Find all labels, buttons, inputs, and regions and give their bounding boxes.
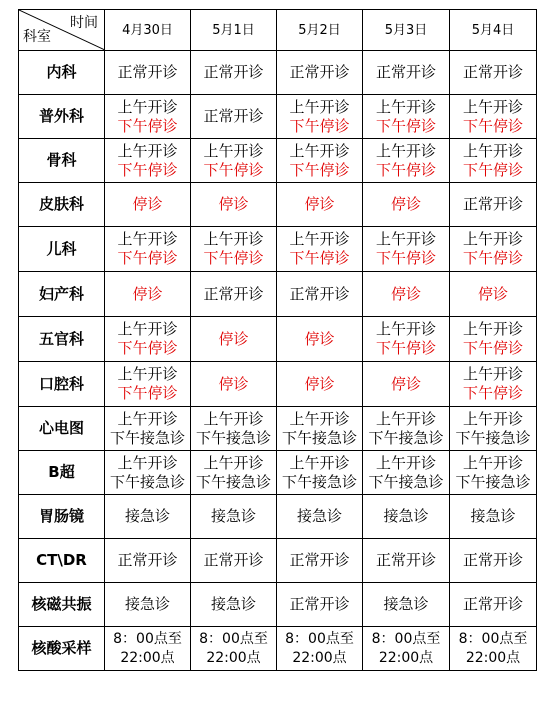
- schedule-status: 停诊: [218, 195, 249, 213]
- schedule-status: 上午开诊: [462, 97, 523, 116]
- schedule-status: 停诊: [390, 195, 421, 213]
- schedule-cell: [191, 362, 277, 407]
- schedule-status: 接急诊: [124, 595, 170, 613]
- schedule-row: [19, 583, 537, 627]
- header-row: [19, 10, 537, 51]
- schedule-cell: [191, 272, 277, 317]
- schedule-status: 停诊: [218, 329, 249, 348]
- schedule-cell: [191, 539, 277, 583]
- schedule-status: 停诊: [132, 195, 163, 213]
- schedule-cell: [277, 583, 363, 627]
- schedule-status: 8：00点至: [371, 630, 441, 647]
- schedule-status: 上午开诊: [462, 365, 523, 383]
- schedule-row: [19, 627, 537, 671]
- schedule-status: 下午停诊: [375, 160, 436, 179]
- schedule-cell: [191, 95, 277, 139]
- schedule-status: 下午停诊: [375, 249, 436, 267]
- schedule-cell: [450, 627, 537, 671]
- schedule-cell: [105, 51, 191, 95]
- schedule-status: 上午开诊: [203, 141, 264, 160]
- department-name: 口腔科: [19, 362, 105, 407]
- schedule-status: 下午停诊: [289, 249, 350, 267]
- schedule-row: [19, 451, 537, 495]
- schedule-status: 正常开诊: [203, 63, 264, 81]
- schedule-status: 下午停诊: [117, 116, 178, 135]
- schedule-status: 正常开诊: [289, 63, 350, 81]
- schedule-row: [19, 362, 537, 407]
- schedule-status: 下午停诊: [375, 339, 436, 357]
- schedule-status: 正常开诊: [117, 551, 178, 569]
- schedule-status: 下午停诊: [117, 339, 178, 357]
- schedule-status: 下午停诊: [462, 160, 523, 179]
- schedule-cell: [191, 495, 277, 539]
- schedule-status: 下午停诊: [203, 249, 264, 267]
- schedule-status: 停诊: [132, 284, 163, 303]
- schedule-status: 上午开诊: [203, 453, 264, 472]
- corner-label-department: 科室: [23, 29, 51, 45]
- schedule-cell: [450, 139, 537, 183]
- schedule-row: [19, 227, 537, 272]
- schedule-cell: [105, 272, 191, 317]
- schedule-status: 22:00点: [378, 649, 434, 666]
- date-header: 5月1日: [191, 10, 277, 51]
- schedule-status: 停诊: [477, 284, 508, 303]
- schedule-status: 上午开诊: [375, 453, 436, 472]
- schedule-status: 接急诊: [296, 507, 342, 525]
- schedule-cell: [450, 51, 537, 95]
- schedule-status: 停诊: [304, 195, 335, 213]
- schedule-status: 上午开诊: [375, 230, 436, 248]
- department-name: 骨科: [19, 139, 105, 183]
- schedule-cell: [277, 627, 363, 671]
- schedule-status: 下午接急诊: [195, 472, 271, 491]
- schedule-cell: [105, 495, 191, 539]
- department-name: 普外科: [19, 95, 105, 139]
- schedule-cell: [363, 362, 450, 407]
- date-header: 5月3日: [363, 10, 450, 51]
- schedule-cell: [277, 51, 363, 95]
- schedule-status: 接急诊: [470, 507, 516, 525]
- schedule-cell: [277, 95, 363, 139]
- schedule-status: 接急诊: [210, 507, 256, 525]
- schedule-cell: [363, 227, 450, 272]
- schedule-status: 下午停诊: [462, 249, 523, 267]
- schedule-cell: [105, 139, 191, 183]
- date-header: 5月2日: [277, 10, 363, 51]
- schedule-status: 接急诊: [383, 595, 429, 613]
- schedule-status: 8：00点至: [113, 630, 182, 647]
- schedule-cell: [277, 451, 363, 495]
- schedule-row: [19, 95, 537, 139]
- schedule-row: [19, 317, 537, 362]
- schedule-status: 停诊: [304, 329, 335, 348]
- schedule-cell: [191, 183, 277, 227]
- schedule-cell: [363, 95, 450, 139]
- schedule-cell: [277, 227, 363, 272]
- schedule-status: 停诊: [390, 284, 421, 303]
- schedule-cell: [450, 495, 537, 539]
- schedule-row: [19, 272, 537, 317]
- schedule-status: 正常开诊: [117, 63, 178, 81]
- schedule-cell: [277, 362, 363, 407]
- schedule-status: 下午接急诊: [109, 428, 185, 447]
- schedule-status: 下午接急诊: [281, 472, 357, 491]
- schedule-status: 8：00点至: [458, 630, 528, 647]
- department-name: 胃肠镜: [19, 495, 105, 539]
- schedule-status: 上午开诊: [203, 409, 264, 428]
- schedule-status: 接急诊: [383, 507, 429, 525]
- schedule-status: 上午开诊: [203, 230, 264, 248]
- date-header: 5月4日: [450, 10, 537, 51]
- schedule-cell: [363, 272, 450, 317]
- schedule-status: 正常开诊: [203, 107, 264, 125]
- schedule-cell: [105, 317, 191, 362]
- date-header: 4月30日: [105, 10, 191, 51]
- schedule-status: 接急诊: [210, 595, 256, 613]
- schedule-row: [19, 139, 537, 183]
- schedule-status: 正常开诊: [462, 551, 523, 569]
- schedule-status: 下午停诊: [375, 116, 436, 135]
- schedule-status: 下午接急诊: [281, 428, 357, 447]
- schedule-status: 上午开诊: [375, 320, 436, 338]
- schedule-cell: [277, 272, 363, 317]
- schedule-cell: [105, 183, 191, 227]
- schedule-status: 正常开诊: [289, 551, 350, 569]
- schedule-status: 正常开诊: [289, 284, 350, 303]
- schedule-row: [19, 407, 537, 451]
- schedule-status: 22:00点: [465, 649, 521, 666]
- schedule-status: 上午开诊: [462, 230, 523, 248]
- schedule-cell: [363, 139, 450, 183]
- schedule-status: 下午停诊: [117, 160, 178, 179]
- schedule-status: 下午接急诊: [195, 428, 271, 447]
- schedule-status: 上午开诊: [462, 141, 523, 160]
- schedule-status: 上午开诊: [289, 409, 350, 428]
- department-name: 皮肤科: [19, 183, 105, 227]
- schedule-row: [19, 495, 537, 539]
- schedule-cell: [105, 627, 191, 671]
- schedule-status: 正常开诊: [462, 595, 523, 613]
- schedule-status: 8：00点至: [285, 630, 354, 647]
- schedule-status: 下午停诊: [289, 160, 350, 179]
- schedule-cell: [450, 362, 537, 407]
- department-name: 内科: [19, 51, 105, 95]
- schedule-cell: [450, 451, 537, 495]
- schedule-cell: [363, 495, 450, 539]
- schedule-cell: [191, 627, 277, 671]
- schedule-status: 上午开诊: [117, 365, 178, 383]
- schedule-status: 上午开诊: [289, 97, 350, 116]
- schedule-status: 上午开诊: [462, 320, 523, 338]
- schedule-status: 下午接急诊: [109, 472, 185, 491]
- schedule-cell: [363, 539, 450, 583]
- schedule-status: 停诊: [304, 374, 335, 393]
- schedule-status: 下午接急诊: [455, 428, 531, 447]
- schedule-cell: [450, 95, 537, 139]
- schedule-status: 22:00点: [120, 649, 175, 666]
- schedule-status: 下午接急诊: [368, 428, 444, 447]
- schedule-cell: [105, 95, 191, 139]
- schedule-cell: [191, 407, 277, 451]
- schedule-status: 8：00点至: [199, 630, 268, 647]
- corner-label-time: 时间: [70, 15, 98, 31]
- schedule-status: 上午开诊: [289, 141, 350, 160]
- schedule-cell: [277, 317, 363, 362]
- schedule-status: 上午开诊: [117, 141, 178, 160]
- schedule-cell: [105, 227, 191, 272]
- schedule-cell: [277, 139, 363, 183]
- corner-cell: [19, 10, 105, 51]
- schedule-cell: [105, 539, 191, 583]
- schedule-cell: [363, 407, 450, 451]
- schedule-cell: [450, 183, 537, 227]
- department-name: 儿科: [19, 227, 105, 272]
- department-name: CT\DR: [19, 539, 105, 583]
- schedule-cell: [105, 407, 191, 451]
- schedule-status: 上午开诊: [462, 453, 523, 472]
- schedule-status: 正常开诊: [203, 551, 264, 569]
- schedule-status: 正常开诊: [289, 595, 350, 613]
- schedule-cell: [191, 317, 277, 362]
- department-name: B超: [19, 451, 105, 495]
- schedule-cell: [363, 51, 450, 95]
- department-name: 核酸采样: [19, 627, 105, 671]
- schedule-cell: [450, 227, 537, 272]
- schedule-status: 正常开诊: [375, 551, 436, 569]
- schedule-cell: [450, 272, 537, 317]
- schedule-cell: [277, 407, 363, 451]
- schedule-cell: [450, 583, 537, 627]
- schedule-cell: [191, 51, 277, 95]
- schedule-status: 上午开诊: [462, 409, 523, 428]
- schedule-cell: [450, 407, 537, 451]
- schedule-cell: [191, 139, 277, 183]
- schedule-cell: [363, 583, 450, 627]
- schedule-row: [19, 539, 537, 583]
- schedule-status: 正常开诊: [462, 195, 523, 213]
- schedule-status: 22:00点: [292, 649, 347, 666]
- schedule-row: [19, 51, 537, 95]
- schedule-cell: [277, 495, 363, 539]
- schedule-status: 上午开诊: [117, 453, 178, 472]
- schedule-cell: [277, 183, 363, 227]
- schedule-status: 停诊: [390, 374, 421, 393]
- schedule-status: 上午开诊: [375, 409, 436, 428]
- schedule-cell: [191, 451, 277, 495]
- schedule-cell: [105, 362, 191, 407]
- schedule-cell: [363, 451, 450, 495]
- schedule-status: 下午停诊: [117, 249, 178, 267]
- schedule-status: 下午接急诊: [368, 472, 444, 491]
- schedule-status: 正常开诊: [375, 63, 436, 81]
- schedule-status: 正常开诊: [462, 63, 523, 81]
- schedule-cell: [191, 227, 277, 272]
- schedule-cell: [363, 627, 450, 671]
- schedule-status: 上午开诊: [117, 320, 178, 338]
- schedule-status: 正常开诊: [203, 284, 264, 303]
- schedule-status: 下午停诊: [117, 384, 178, 402]
- schedule-status: 上午开诊: [289, 453, 350, 472]
- schedule-cell: [277, 539, 363, 583]
- schedule-cell: [363, 317, 450, 362]
- schedule-status: 下午停诊: [462, 116, 523, 135]
- schedule-status: 接急诊: [124, 507, 170, 525]
- department-name: 妇产科: [19, 272, 105, 317]
- schedule-status: 下午停诊: [203, 160, 264, 179]
- department-name: 心电图: [19, 407, 105, 451]
- schedule-cell: [363, 183, 450, 227]
- schedule-row: [19, 183, 537, 227]
- schedule-status: 停诊: [218, 374, 249, 393]
- schedule-table: [18, 9, 537, 671]
- schedule-cell: [191, 583, 277, 627]
- schedule-status: 上午开诊: [117, 409, 178, 428]
- schedule-status: 下午停诊: [462, 339, 523, 357]
- schedule-status: 上午开诊: [117, 230, 178, 248]
- schedule-status: 上午开诊: [117, 97, 178, 116]
- schedule-status: 下午接急诊: [455, 472, 531, 491]
- schedule-cell: [105, 451, 191, 495]
- schedule-cell: [450, 539, 537, 583]
- schedule-status: 上午开诊: [375, 141, 436, 160]
- department-name: 核磁共振: [19, 583, 105, 627]
- schedule-status: 上午开诊: [289, 230, 350, 248]
- schedule-status: 上午开诊: [375, 97, 436, 116]
- schedule-status: 下午停诊: [289, 116, 350, 135]
- schedule-cell: [450, 317, 537, 362]
- schedule-status: 下午停诊: [462, 384, 523, 402]
- schedule-status: 22:00点: [206, 649, 261, 666]
- department-name: 五官科: [19, 317, 105, 362]
- schedule-cell: [105, 583, 191, 627]
